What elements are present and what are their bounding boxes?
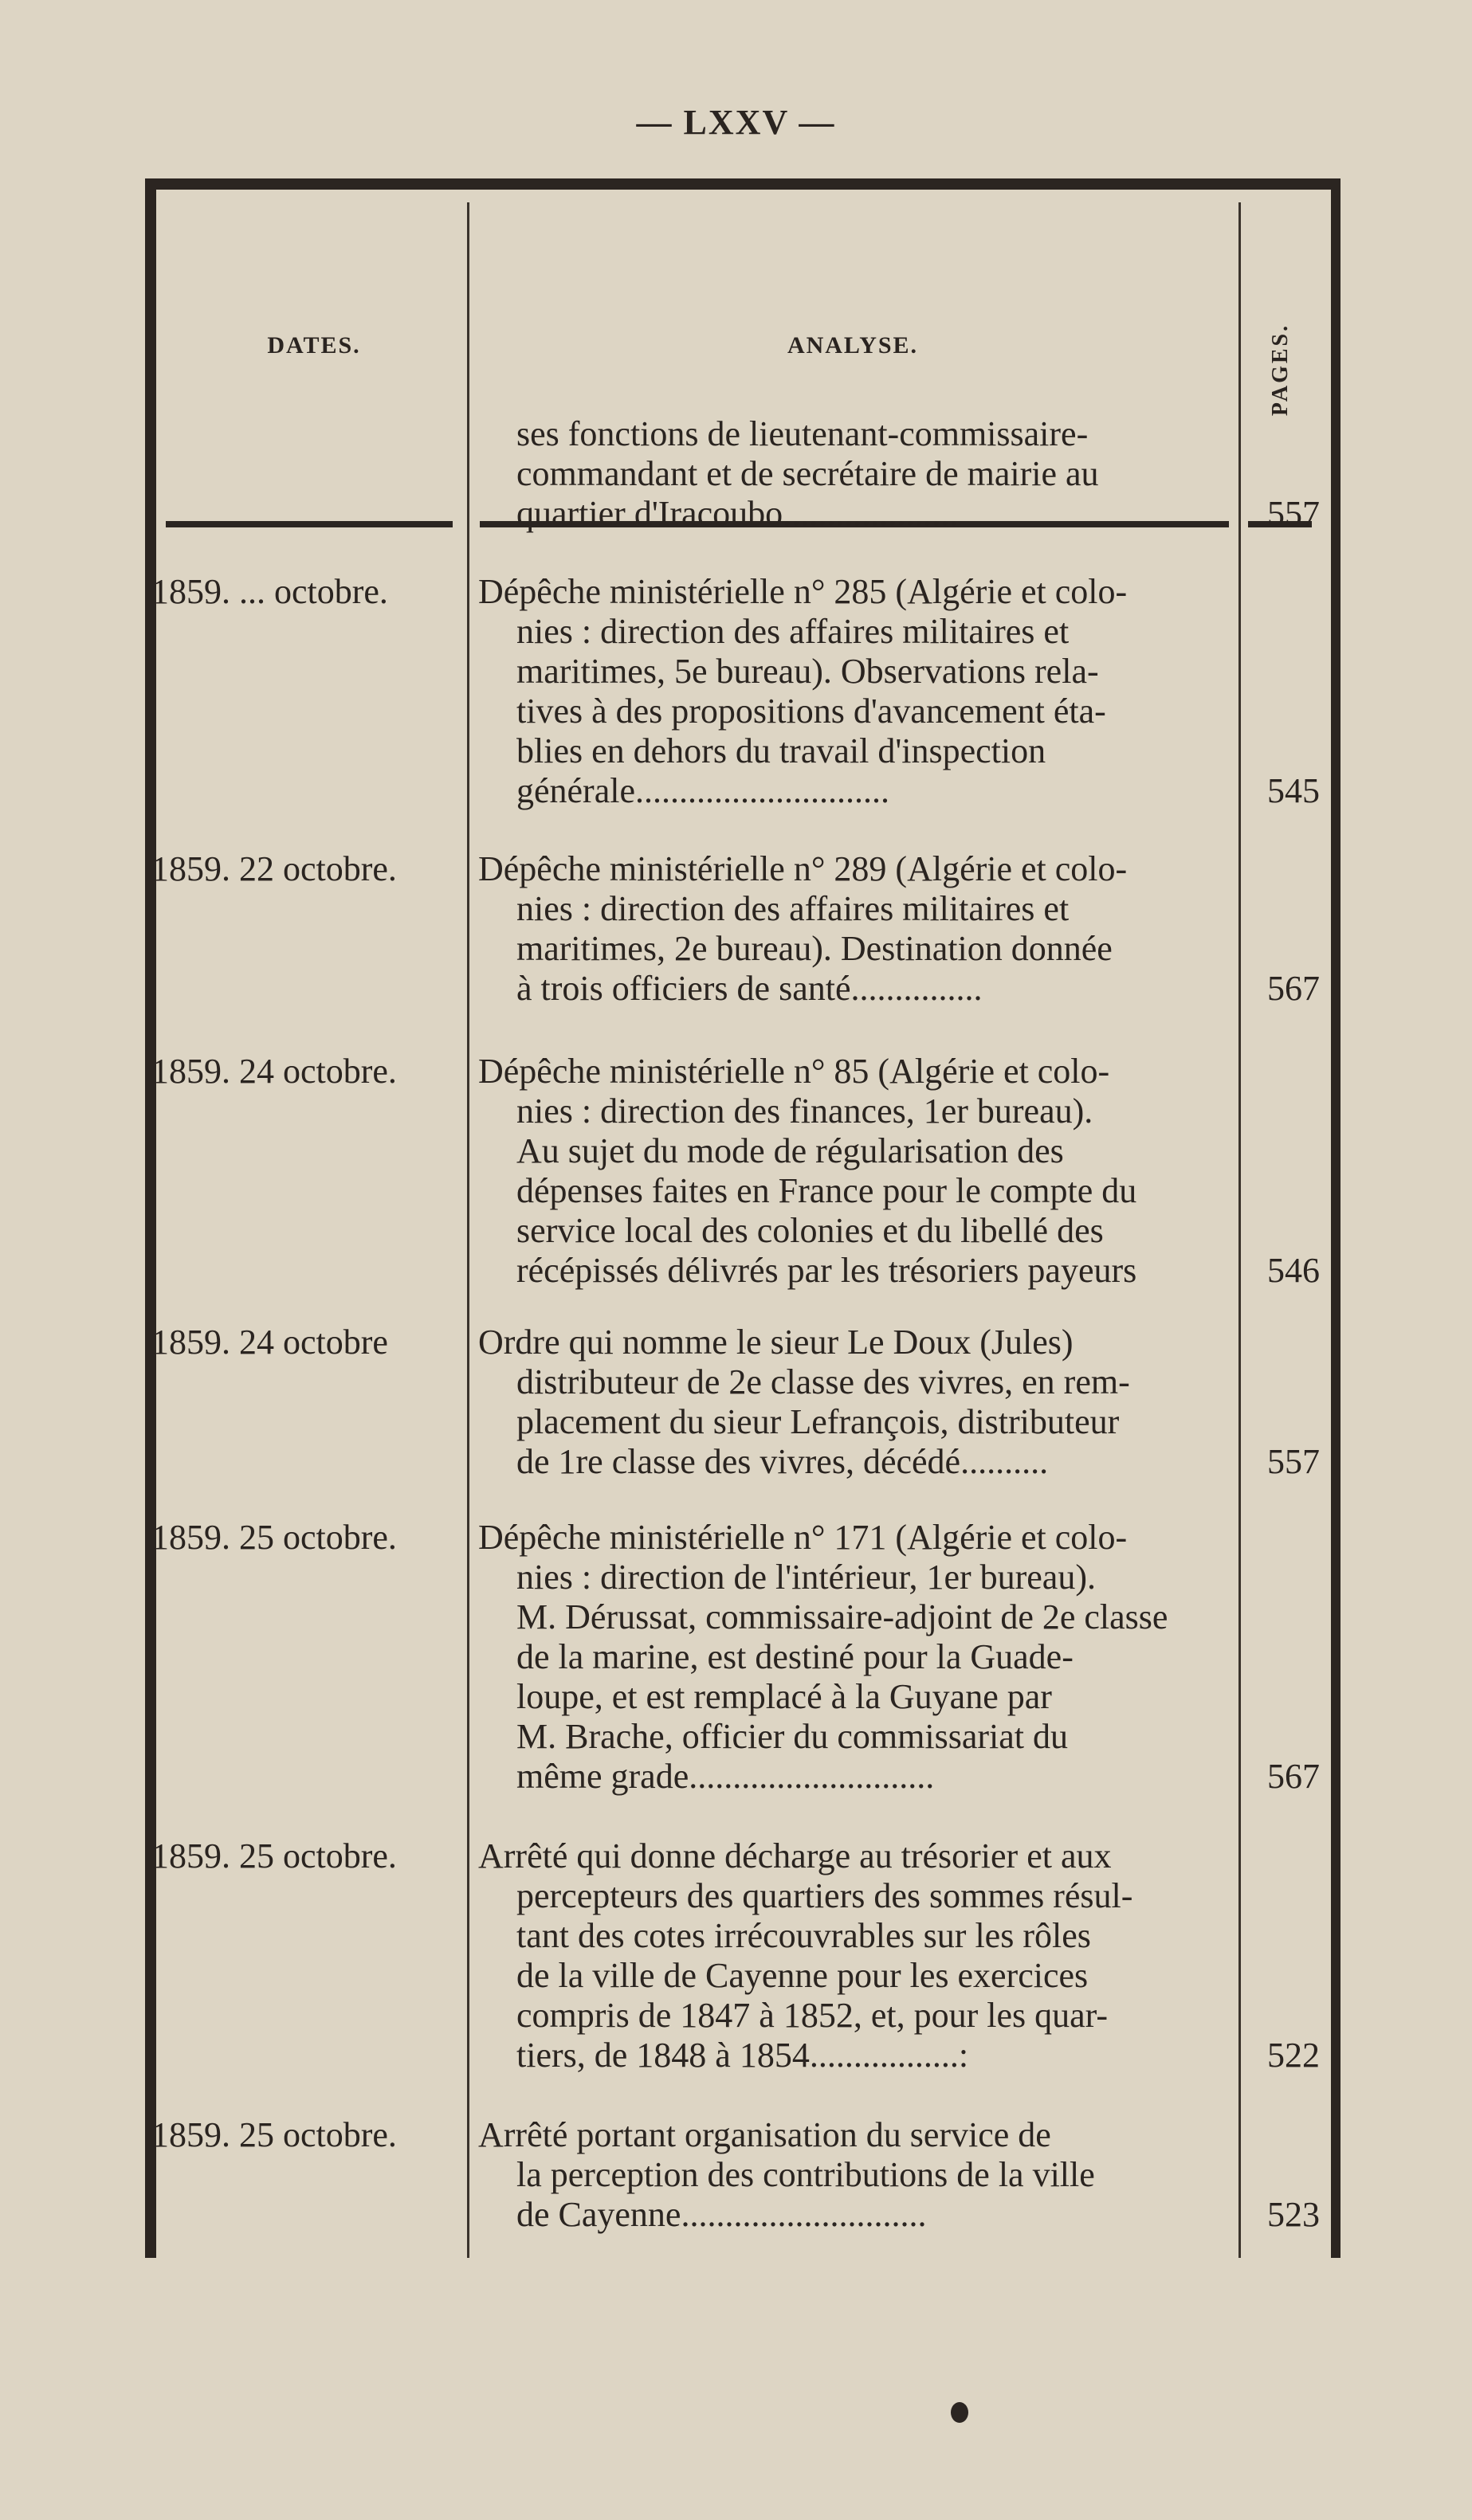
entry-date: 1859. 24 octobre	[151, 1323, 388, 1362]
analysis-line: percepteurs des quartiers des sommes résul-	[516, 1876, 1133, 1915]
entry-date: 1859. 25 octobre.	[151, 1836, 397, 1875]
table-row	[0, 849, 1320, 1009]
page-reference: 557	[1267, 494, 1320, 533]
page-number: — LXXV —	[636, 103, 836, 142]
table-row	[0, 1052, 1320, 1291]
entry-date: 1859. 25 octobre.	[151, 2115, 397, 2154]
analysis-lead-line: Dépêche ministérielle n° 85 (Algérie et colo-	[478, 1052, 1110, 1091]
analysis-line: quartier d'Iracoubo....................	[516, 494, 959, 533]
analysis-line: maritimes, 5e bureau). Observations rela-	[516, 652, 1099, 691]
analysis-lead-line: Ordre qui nomme le sieur Le Doux (Jules)	[478, 1323, 1074, 1362]
analysis-line: de la marine, est destiné pour la Guade-	[516, 1637, 1074, 1676]
analysis-line: récépissés délivrés par les trésoriers payeurs	[516, 1251, 1137, 1290]
page-reference: 545	[1267, 771, 1320, 810]
analysis-line: même grade............................	[516, 1757, 935, 1796]
right-rule	[1331, 178, 1341, 2258]
entry-analysis	[478, 2115, 1232, 2235]
page-reference: 567	[1267, 1757, 1320, 1796]
analysis-line: de 1re classe des vivres, décédé..........	[516, 1442, 1049, 1481]
analysis-line: tives à des propositions d'avancement éta-	[516, 692, 1106, 731]
table-row	[0, 2115, 1320, 2235]
analysis-line: M. Dérussat, commissaire-adjoint de 2e classe	[516, 1597, 1168, 1636]
entry-analysis	[478, 849, 1232, 1009]
analysis-line: nies : direction des finances, 1er bureau).	[516, 1091, 1093, 1131]
page-reference: 546	[1267, 1251, 1320, 1290]
table-row	[0, 414, 1320, 534]
page-reference: 523	[1267, 2195, 1320, 2234]
analysis-line: distributeur de 2e classe des vivres, en rem-	[516, 1362, 1130, 1401]
analysis-line: placement du sieur Lefrançois, distributeur	[516, 1402, 1120, 1441]
analysis-line: de Cayenne............................	[516, 2195, 927, 2234]
analysis-line: nies : direction des affaires militaires et	[516, 889, 1070, 928]
analysis-line: tant des cotes irrécouvrables sur les rôles	[516, 1916, 1091, 1955]
analysis-lead-line: Arrêté portant organisation du service de	[478, 2115, 1051, 2154]
analysis-line: compris de 1847 à 1852, et, pour les quar-	[516, 1996, 1109, 2035]
entry-analysis	[478, 1323, 1232, 1482]
analysis-line: ses fonctions de lieutenant-commissaire-	[516, 414, 1089, 453]
pages-header: PAGES.	[1268, 323, 1293, 417]
table-row	[0, 1836, 1320, 2075]
analysis-line: à trois officiers de santé...............	[516, 969, 983, 1008]
analysis-line: dépenses faites en France pour le compte du	[516, 1171, 1137, 1210]
analysis-line: nies : direction de l'intérieur, 1er bureau).	[516, 1558, 1096, 1597]
entry-analysis	[478, 1052, 1232, 1291]
analysis-line: la perception des contributions de la ville	[516, 2155, 1095, 2194]
top-rule	[145, 178, 1341, 190]
analysis-line: blies en dehors du travail d'inspection	[516, 731, 1046, 770]
analysis-line: commandant et de secrétaire de mairie au	[516, 454, 1099, 493]
page-reference: 567	[1267, 969, 1320, 1008]
table-row	[0, 572, 1320, 811]
analysis-line: loupe, et est remplacé à la Guyane par	[516, 1677, 1052, 1716]
analysis-lead-line: Dépêche ministérielle n° 285 (Algérie et colo-	[478, 572, 1128, 611]
analysis-line: tiers, de 1848 à 1854.................:	[516, 2036, 969, 2075]
analysis-lead-line: Dépêche ministérielle n° 171 (Algérie et colo-	[478, 1518, 1128, 1557]
entry-analysis	[478, 1836, 1232, 2075]
analysis-lead-line: Arrêté qui donne décharge au trésorier et aux	[478, 1836, 1112, 1875]
table-row	[0, 1518, 1320, 1797]
dates-header: DATES.	[267, 332, 361, 359]
entry-date: 1859. 24 octobre.	[151, 1052, 397, 1091]
entry-analysis	[478, 572, 1232, 811]
analyse-header: ANALYSE.	[787, 332, 919, 359]
analysis-line: maritimes, 2e bureau). Destination donnée	[516, 929, 1113, 968]
analysis-lead-line: Dépêche ministérielle n° 289 (Algérie et colo-	[478, 849, 1128, 888]
entry-date: 1859. ... octobre.	[151, 572, 388, 611]
entry-analysis	[478, 1518, 1232, 1797]
entry-analysis	[478, 414, 1232, 534]
entry-date: 1859. 25 octobre.	[151, 1518, 397, 1557]
table-row	[0, 1323, 1320, 1482]
analysis-line: Au sujet du mode de régularisation des	[516, 1131, 1064, 1170]
analysis-line: service local des colonies et du libellé des	[516, 1211, 1104, 1250]
analysis-line: de la ville de Cayenne pour les exercices	[516, 1956, 1089, 1995]
ink-dot	[951, 2402, 968, 2423]
page-reference: 522	[1267, 2036, 1320, 2075]
analysis-line: générale.............................	[516, 771, 889, 810]
analysis-line: M. Brache, officier du commissariat du	[516, 1717, 1068, 1756]
page-reference: 557	[1267, 1442, 1320, 1481]
entry-date: 1859. 22 octobre.	[151, 849, 397, 888]
analysis-line: nies : direction des affaires militaires et	[516, 612, 1070, 651]
